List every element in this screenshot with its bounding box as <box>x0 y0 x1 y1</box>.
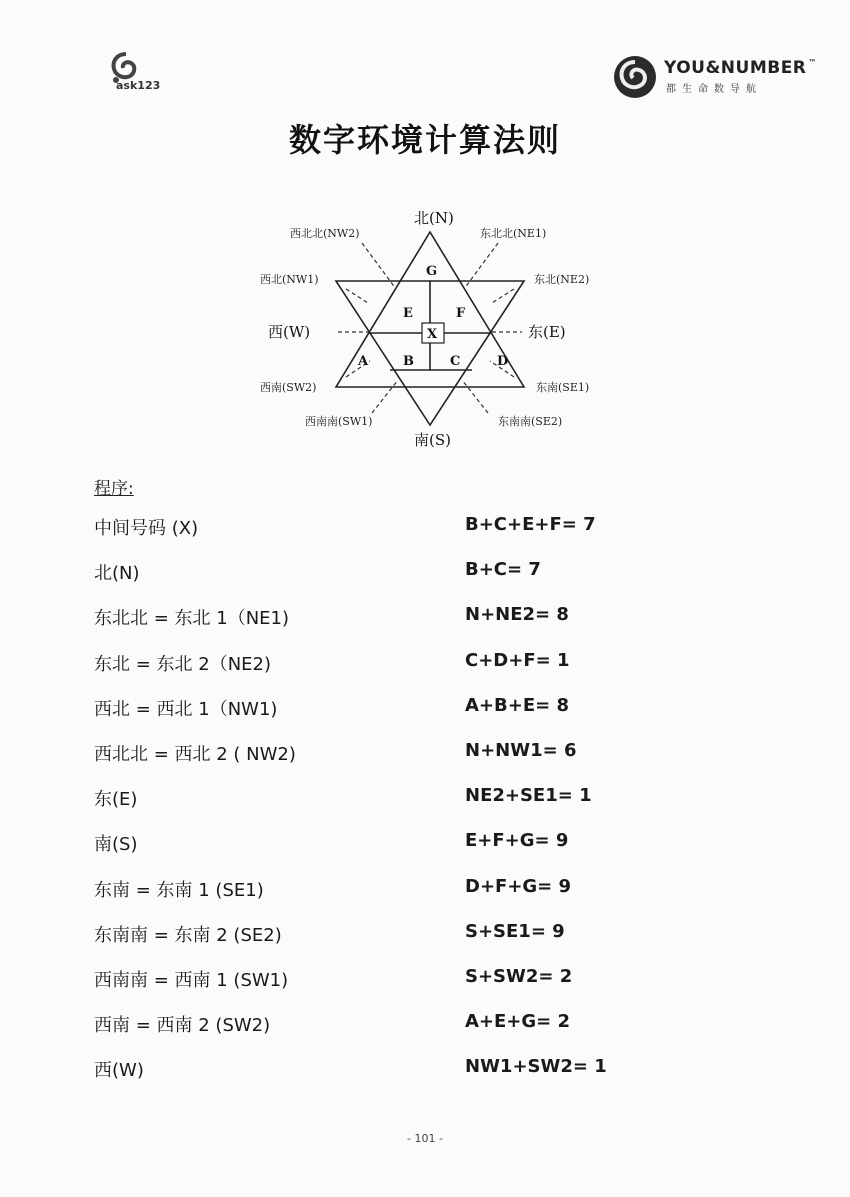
procedure-row <box>94 598 794 643</box>
row-name: 东北 = 东北 2（NE2) <box>94 653 272 675</box>
ask123-logo-text: ask123 <box>116 79 161 92</box>
row-name: 东南南 = 东南 2 (SE2) <box>94 924 282 946</box>
row-name: 北(N) <box>94 563 140 585</box>
cell-a: A <box>358 354 369 369</box>
star-diagram <box>250 195 610 455</box>
procedure-row <box>94 1005 794 1050</box>
cell-e: E <box>403 306 413 321</box>
row-name: 西南南 = 西南 1 (SW1) <box>94 969 289 991</box>
row-formula: NE2+SE1= 1 <box>465 785 592 807</box>
row-formula: B+C= 7 <box>465 559 541 581</box>
page-title: 数字环境计算法则 <box>288 121 561 159</box>
label-east: 东(E) <box>528 323 566 341</box>
row-name: 西(W) <box>94 1060 144 1082</box>
procedure-row <box>94 870 794 915</box>
brand-subtitle: 都生命数导航 <box>666 84 762 95</box>
cell-g: G <box>426 264 438 279</box>
label-nne: 东北北(NE1) <box>480 227 547 240</box>
label-sw: 西南(SW2) <box>260 381 317 394</box>
label-nw: 西北(NW1) <box>260 273 319 286</box>
label-ssw: 西南南(SW1) <box>305 415 373 428</box>
row-name: 东(E) <box>94 789 138 811</box>
page-number: - 101 - <box>407 1132 443 1145</box>
procedure-row <box>94 644 794 689</box>
procedure-heading: 程序: <box>94 479 134 499</box>
row-formula: NW1+SW2= 1 <box>465 1056 607 1078</box>
procedure-row <box>94 779 794 824</box>
procedure-row <box>94 1050 794 1095</box>
cell-x: X <box>427 327 438 342</box>
label-north: 北(N) <box>414 209 454 227</box>
row-name: 西南 = 西南 2 (SW2) <box>94 1015 271 1037</box>
cell-d: D <box>497 354 509 369</box>
dashed-line-nnw <box>362 243 396 289</box>
procedure-row <box>94 734 794 779</box>
row-formula: D+F+G= 9 <box>465 875 572 897</box>
row-formula: A+E+G= 2 <box>465 1011 571 1033</box>
procedure-row <box>94 508 794 553</box>
procedure-row <box>94 915 794 960</box>
label-sse: 东南南(SE2) <box>498 415 563 428</box>
cell-c: C <box>450 354 461 369</box>
procedure-row <box>94 960 794 1005</box>
dashed-line-sse <box>462 380 488 413</box>
spiral-emblem-icon <box>612 54 658 100</box>
row-formula: S+SW2= 2 <box>465 965 573 987</box>
row-name: 东北北 = 东北 1（NE1) <box>94 608 290 630</box>
you-and-number-logo <box>612 52 827 100</box>
procedure-list <box>94 508 794 1095</box>
label-west: 西(W) <box>268 323 311 341</box>
procedure-row <box>94 824 794 869</box>
row-name: 西北 = 西北 1（NW1) <box>94 698 278 720</box>
row-name: 东南 = 东南 1 (SE1) <box>94 879 264 901</box>
row-formula: N+NE2= 8 <box>465 604 569 626</box>
row-name: 西北北 = 西北 2 ( NW2) <box>94 743 296 765</box>
procedure-row <box>94 689 794 734</box>
cell-f: F <box>456 306 466 321</box>
cell-b: B <box>403 354 414 369</box>
row-formula: B+C+E+F= 7 <box>465 514 596 535</box>
row-formula: E+F+G= 9 <box>465 830 569 852</box>
procedure-row <box>94 553 794 598</box>
dashed-line-ssw <box>372 380 398 413</box>
ask123-logo <box>100 52 180 98</box>
brand-name: YOU&NUMBER ™ <box>664 58 817 78</box>
row-formula: C+D+F= 1 <box>465 649 570 671</box>
label-se: 东南(SE1) <box>536 381 590 394</box>
row-name: 中间号码 (X) <box>94 518 199 539</box>
label-ne: 东北(NE2) <box>534 273 590 286</box>
row-formula: N+NW1= 6 <box>465 739 577 761</box>
label-nnw: 西北北(NW2) <box>290 227 360 240</box>
row-formula: S+SE1= 9 <box>465 920 565 942</box>
dashed-line-nne <box>464 243 498 289</box>
row-formula: A+B+E= 8 <box>465 694 569 716</box>
label-south: 南(S) <box>414 431 451 449</box>
row-name: 南(S) <box>94 834 138 856</box>
